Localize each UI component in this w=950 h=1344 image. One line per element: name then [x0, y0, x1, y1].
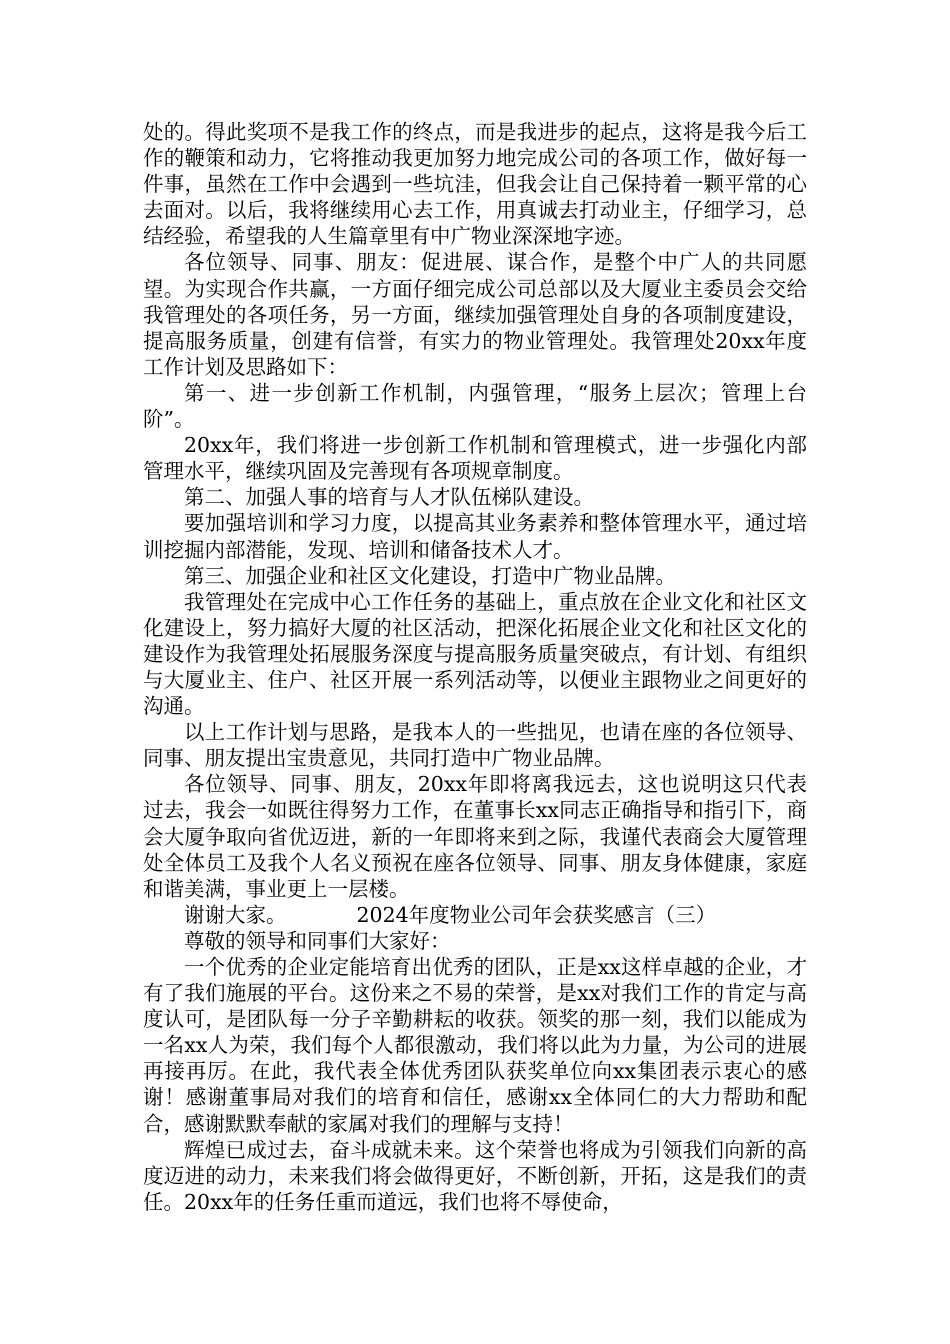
paragraph: 第一、进一步创新工作机制，内强管理，“服务上层次；管理上台阶”。 — [143, 380, 807, 432]
paragraph: 20xx年，我们将进一步创新工作机制和管理模式，进一步强化内部管理水平，继续巩固及完善现有各项规章制度。 — [143, 433, 807, 484]
paragraph: 要加强培训和学习力度，以提高其业务素养和整体管理水平，通过培训挖掘内部潜能，发现、培训和储备技术人才。 — [143, 511, 807, 562]
paragraph: 第三、加强企业和社区文化建设，打造中广物业品牌。 — [184, 563, 676, 588]
paragraph: 一个优秀的企业定能培育出优秀的团队，正是xx这样卓越的企业，才有了我们施展的平台。这份来之不易的荣誉，是xx对我们工作的肯定与高度认可，是团队每一分子辛勤耕耘的收获。领奖的那一刻，我们以能成为一名xx人为荣，我们每个人都很激动，我们将以此为力量，为公司的进展再接再厉。在此，我代表全体优秀团队获奖单位向xx集团表示衷心的感谢！感谢董事局对我们的培育和信任，感谢xx全体同仁的大力帮助和配合，感谢默默奉献的家属对我们的理解与支持！ — [143, 955, 807, 1136]
section-heading: 2024年度物业公司年会获奖感言（三） — [356, 902, 717, 927]
paragraph: 各位领导、同事、朋友，20xx年即将离我远去，这也说明这只代表过去，我会一如既往得努力工作，在董事长xx同志正确指导和指引下，商会大厦争取向省优迈进，新的一年即将来到之际，我谨代表商会大厦管理处全体员工及我个人名义预祝在座各位领导、同事、朋友身体健康，家庭和谐美满，事业更上一层楼。 — [143, 772, 807, 901]
salutation: 尊敬的领导和同事们大家好： — [184, 928, 451, 953]
paragraph: 辉煌已成过去，奋斗成就未来。这个荣誉也将成为引领我们向新的高度迈进的动力，未来我们将会做得更好，不断创新，开拓，这是我们的责任。20xx年的任务任重而道远，我们也将不辱使命， — [143, 1137, 807, 1214]
paragraph: 我管理处在完成中心工作任务的基础上，重点放在企业文化和社区文化建设上，努力搞好大厦的社区活动，把深化拓展企业文化和社区文化的建设作为我管理处拓展服务深度与提高服务质量突破点，有计划、有组织与大厦业主、住户、社区开展一系列活动等，以便业主跟物业之间更好的沟通。 — [143, 589, 807, 719]
paragraph: 以上工作计划与思路，是我本人的一些拙见，也请在座的各位领导、同事、朋友提出宝贵意见，共同打造中广物业品牌。 — [143, 720, 807, 771]
paragraph: 第二、加强人事的培育与人才队伍梯队建设。 — [184, 485, 594, 510]
paragraph: 处的。得此奖项不是我工作的终点，而是我进步的起点，这将是我今后工作的鞭策和动力，它将推动我更加努力地完成公司的各项工作，做好每一件事，虽然在工作中会遇到一些坑洼，但我会让自己保持着一颗平常的心去面对。以后，我将继续用心去工作，用真诚去打动业主，仔细学习，总结经验，希望我的人生篇章里有中广物业深深地字迹。 — [143, 120, 807, 249]
paragraph: 各位领导、同事、朋友：促进展、谋合作，是整个中广人的共同愿望。为实现合作共赢，一方面仔细完成公司总部以及大厦业主委员会交给我管理处的各项任务，另一方面，继续加强管理处自身的各项制度建设，提高服务质量，创建有信誉，有实力的物业管理处。我管理处20xx年度工作计划及思路如下： — [143, 250, 807, 379]
closing-text: 谢谢大家。 — [184, 902, 287, 927]
paragraph-with-heading — [143, 902, 807, 928]
document-body — [143, 119, 807, 1215]
